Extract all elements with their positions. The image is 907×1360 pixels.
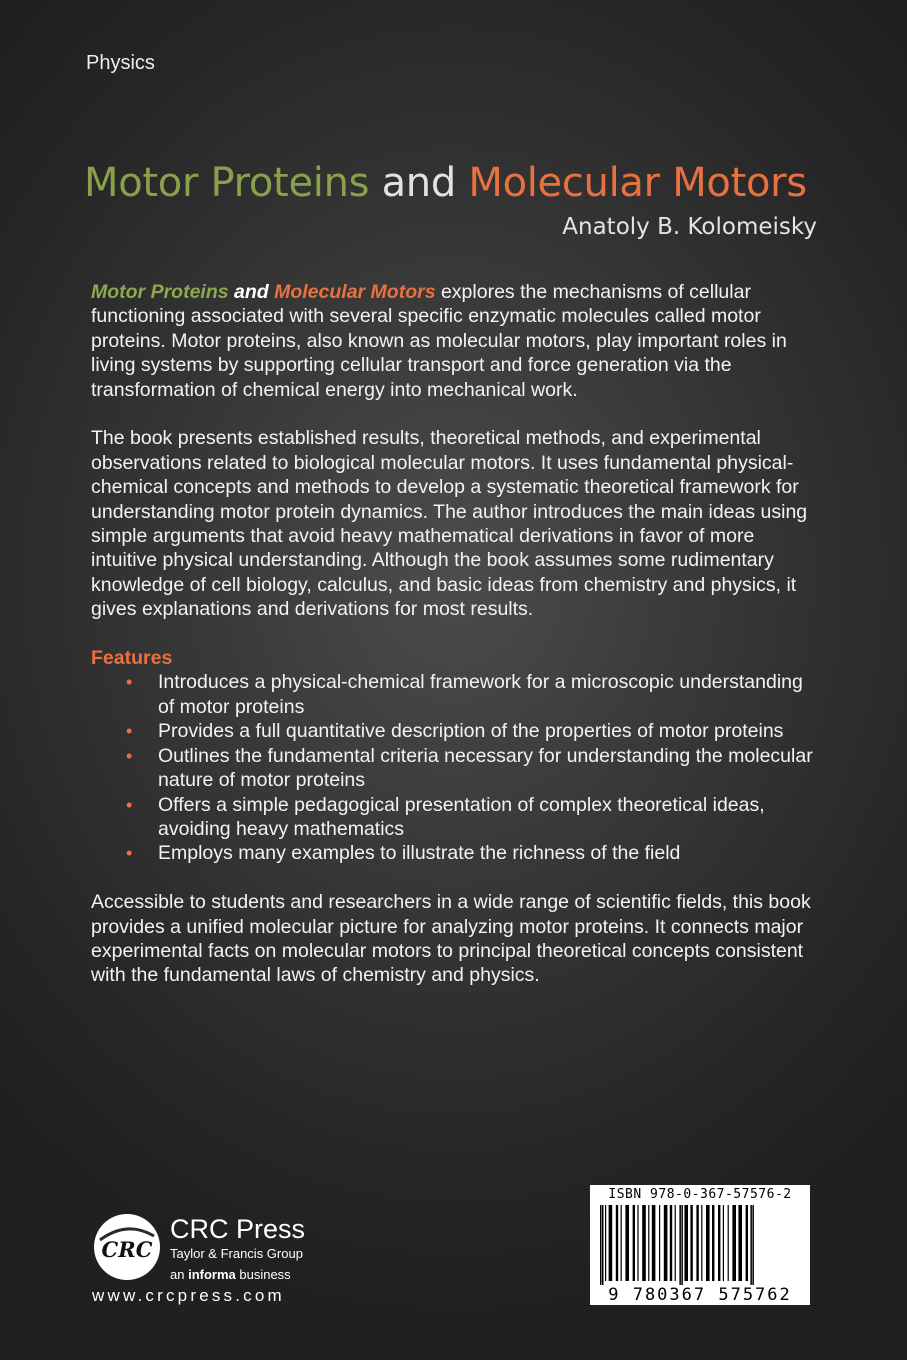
feature-item: • Outlines the fundamental criteria necessary for understanding the molecular nature of motor proteins [126,744,813,792]
intro-paragraph [91,280,821,402]
title-part-molecular-motors: Molecular Motors [468,160,807,206]
intro-title-part1: Motor Proteins [91,281,229,303]
isbn-label: ISBN 978-0-367-57576-2 [608,1187,792,1202]
intro-text: explores the mechanisms of cellular functioning associated with several specific enzymatic molecules called motor proteins. Motor proteins, also known as molecular motors, play important roles in living systems by supporting cellular transport and force generation via the transformation of chemical energy into mechanical work. [91,281,787,401]
crc-logo-icon [92,1212,162,1282]
publisher-name: CRC Press [170,1214,306,1244]
feature-item: • Employs many examples to illustrate the richness of the field [126,842,681,865]
features-heading: Features [91,647,173,670]
barcode-digits: 9 780367 575762 [608,1285,792,1305]
description [91,280,821,1012]
author-name: Anatoly B. Kolomeisky [562,214,817,240]
publisher-url: www.crcpress.com [92,1286,285,1305]
feature-item: • Introduces a physical-chemical framework for a microscopic understanding of motor proteins [126,671,803,718]
publisher-group: Taylor & Francis Group [170,1246,303,1261]
publisher-informa: an informa business [170,1267,291,1282]
barcode [590,1185,810,1305]
intro-title-part2: and [234,281,269,303]
feature-item: • Offers a simple pedagogical presentation of complex theoretical ideas, avoiding heavy mathematics [126,793,765,840]
category-label: Physics [86,52,155,74]
features-list [91,670,821,865]
title-part-and: and [381,160,456,206]
bullet-icon: • [126,794,133,815]
bullet-icon: • [126,721,133,742]
bullet-icon: • [126,745,133,766]
paragraph-3: Accessible to students and researchers in a wide range of scientific fields, this book provides a unified molecular picture for analyzing motor proteins. It connects major experimental facts on molecular motors to principal theoretical concepts consistent with the fundamental laws of chemistry and physics. [91,891,811,987]
barcode-bars [596,1205,804,1285]
bullet-icon: • [126,843,133,864]
bullet-icon: • [126,672,133,693]
feature-item: • Provides a full quantitative description of the properties of motor proteins [126,720,784,743]
title-part-motor-proteins: Motor Proteins [84,160,370,206]
paragraph-2: The book presents established results, theoretical methods, and experimental observations related to biological molecular motors. It uses fundamental physical-chemical concepts and methods to develop a systematic theoretical framework for understanding motor protein dynamics. The author introduces the main ideas using simple arguments that avoid heavy mathematical derivations in favor of more intuitive physical understanding. Although the book assumes some rudimentary knowledge of cell biology, calculus, and basic ideas from chemistry and physics, it gives explanations and derivations for most results. [91,427,808,621]
intro-title-part3: Molecular Motors [274,281,436,303]
crc-logo-text: CRC [101,1237,153,1262]
book-title [84,160,824,206]
